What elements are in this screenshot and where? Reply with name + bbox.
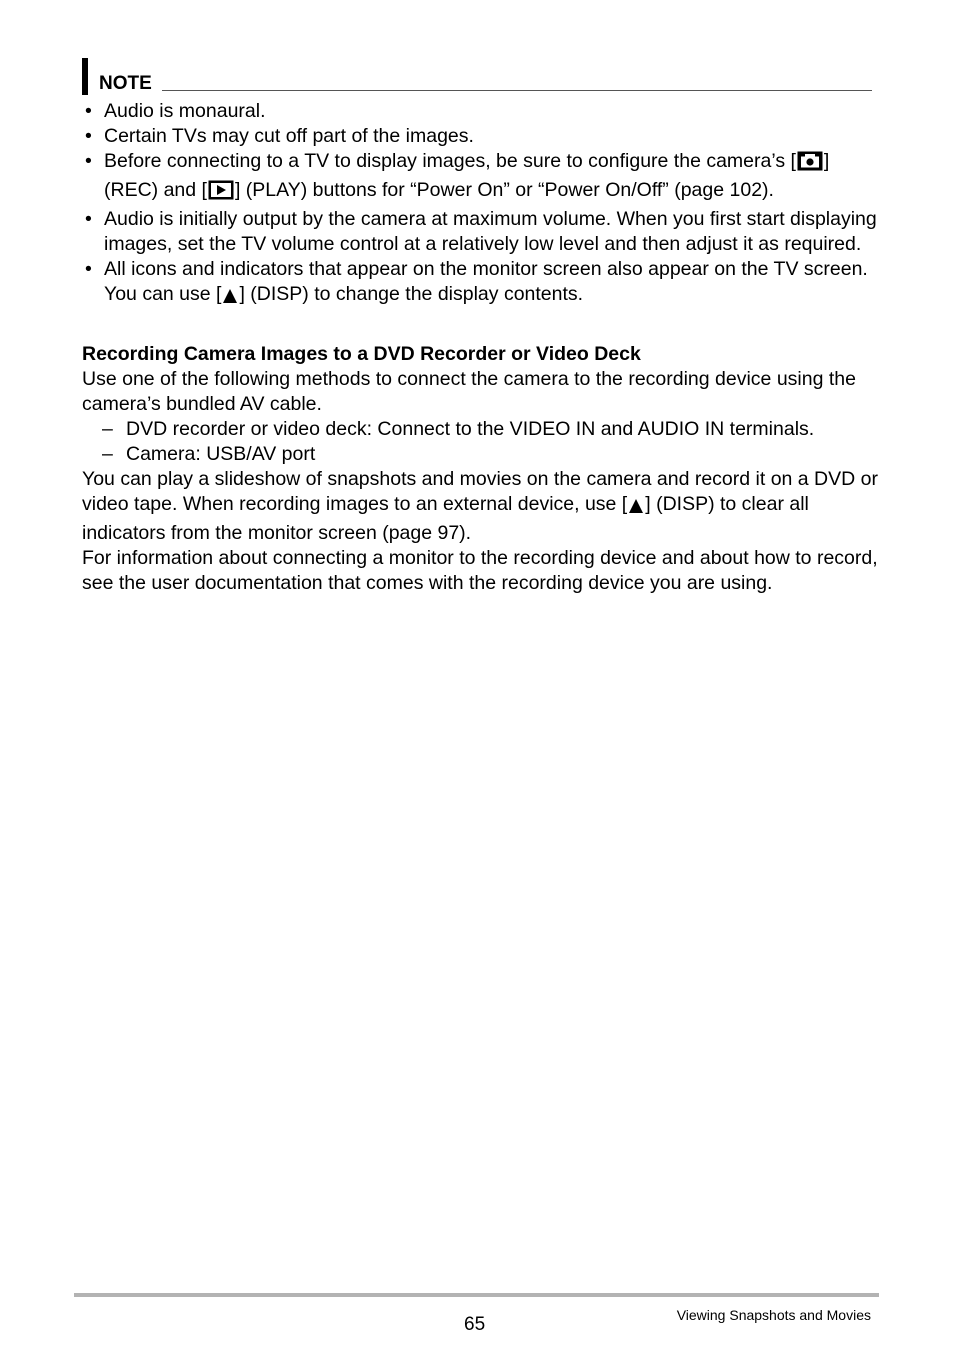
play-icon	[208, 180, 234, 207]
note-item-text: Before connecting to a TV to display images, be sure to configure the camera’s [	[104, 150, 796, 172]
dash: –	[102, 443, 113, 465]
note-item	[82, 257, 882, 311]
paragraph-text: You can play a slideshow of snapshots and movies on the camera and record it on a DVD or video tape. When recording images to an external device, use [	[82, 468, 878, 515]
note-item-text: Audio is monaural.	[104, 100, 266, 122]
section-paragraph-3: For information about connecting a monitor to the recording device and about how to record, see the user documentation that comes with the recording device you are using.	[82, 547, 878, 594]
note-item	[82, 207, 882, 257]
note-label: NOTE	[99, 73, 152, 94]
note-header	[82, 58, 872, 98]
section-heading: Recording Camera Images to a DVD Recorder or Video Deck	[82, 343, 641, 365]
dash-item-text: DVD recorder or video deck: Connect to the VIDEO IN and AUDIO IN terminals.	[126, 418, 815, 440]
footer-rule	[74, 1293, 879, 1297]
bullet: •	[85, 258, 92, 280]
dash-item	[82, 442, 882, 467]
note-item	[82, 149, 882, 207]
dash-list	[82, 417, 882, 467]
bullet: •	[85, 125, 92, 147]
note-item-text: Certain TVs may cut off part of the images.	[104, 125, 474, 147]
camera-icon	[797, 151, 823, 178]
page-number: 65	[464, 1314, 486, 1335]
note-item-text: ] (PLAY) buttons for “Power On” or “Power On/Off” (page 102).	[234, 179, 774, 201]
note-rule	[162, 90, 872, 91]
up-triangle-icon	[222, 286, 238, 311]
note-item-text: ] (REC) and [	[104, 150, 830, 201]
note-bar	[82, 58, 88, 95]
footer-title: Viewing Snapshots and Movies	[676, 1307, 871, 1323]
paragraph-text: ] (DISP) to clear all indicators from the monitor screen (page 97).	[82, 493, 809, 544]
up-triangle-icon	[628, 496, 644, 521]
dash-item-text: Camera: USB/AV port	[126, 443, 316, 465]
dash-item	[82, 417, 882, 442]
note-item-text: ] (DISP) to change the display contents.	[239, 283, 584, 305]
bullet: •	[85, 208, 92, 230]
section-intro: Use one of the following methods to connect the camera to the recording device using the camera’s bundled AV cable.	[82, 368, 856, 415]
section-paragraph-2	[82, 467, 882, 546]
note-item	[82, 99, 882, 124]
bullet: •	[85, 100, 92, 122]
note-list	[82, 99, 882, 311]
note-item	[82, 124, 882, 149]
dash: –	[102, 418, 113, 440]
note-item-text: All icons and indicators that appear on the monitor screen also appear on the TV screen. You can use [	[104, 258, 868, 305]
bullet: •	[85, 150, 92, 172]
note-item-text: Audio is initially output by the camera at maximum volume. When you first start displaying images, set the TV volume control at a relatively low level and then adjust it as required.	[104, 208, 877, 255]
section	[82, 341, 882, 596]
